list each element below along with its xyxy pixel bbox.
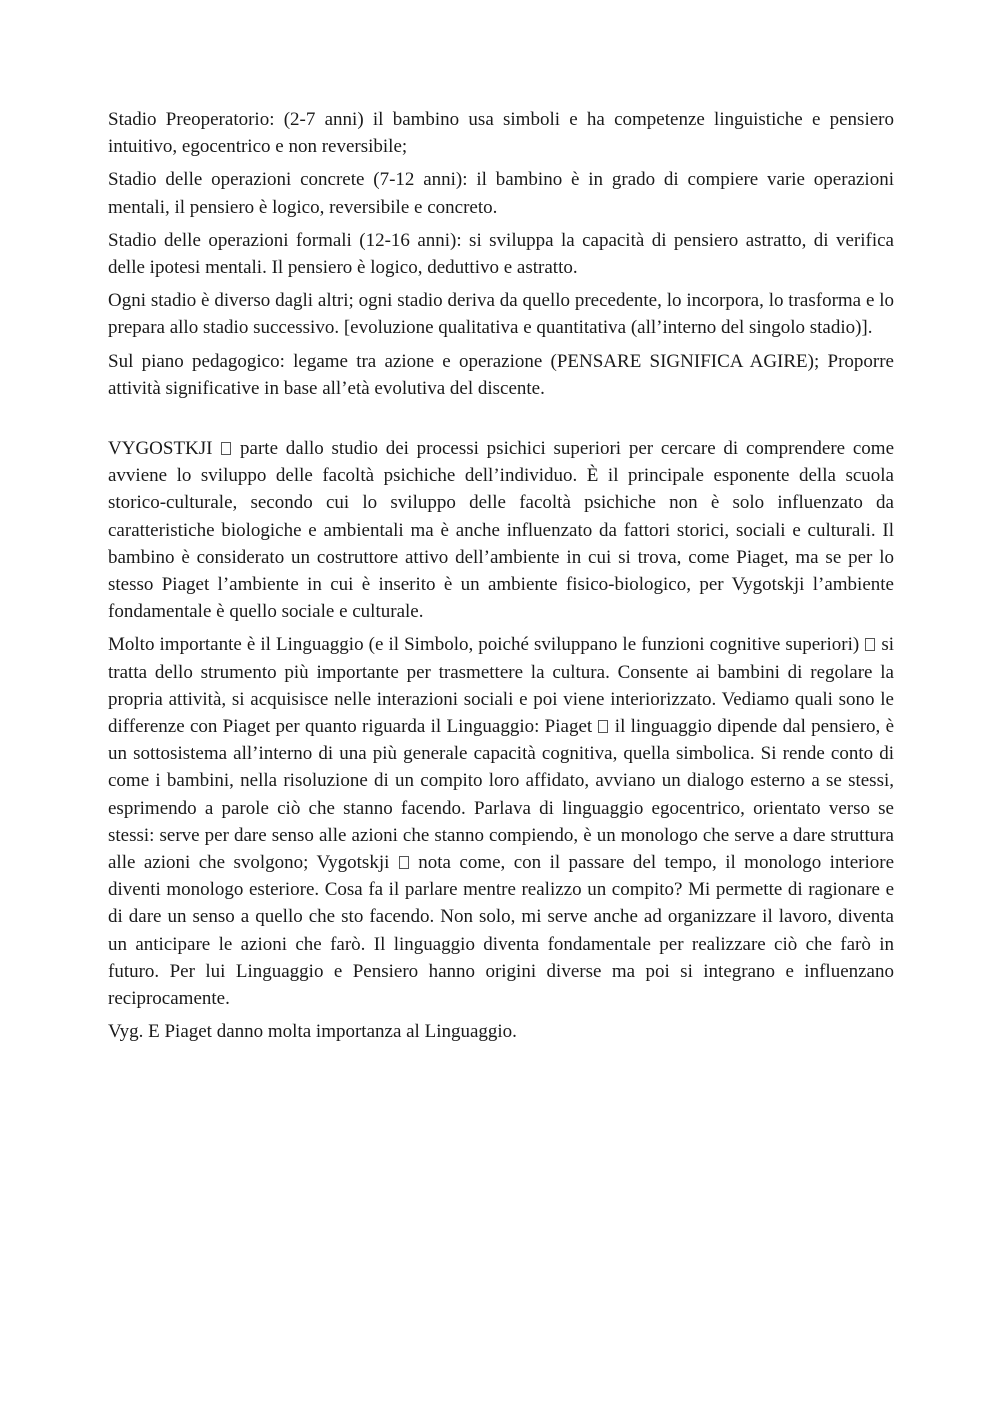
paragraph-ogni-stadio: Ogni stadio è diverso dagli altri; ogni stadio deriva da quello precedente, lo incorpora, lo trasforma e lo prepara allo stadio successivo. [evoluzione qualitativa e quantitativa (all’interno del singolo stadio)].: [108, 290, 894, 339]
arrow-placeholder-icon: [221, 442, 231, 455]
arrow-placeholder-icon: [399, 856, 409, 869]
paragraph-operazioni-concrete: Stadio delle operazioni concrete (7-12 anni): il bambino è in grado di compiere varie operazioni mentali, il pensiero è logico, reversibile e concreto.: [108, 169, 894, 218]
paragraph-piano-pedagogico: Sul piano pedagogico: legame tra azione e operazione (PENSARE SIGNIFICA AGIRE); Proporre attività significative in base all’età evolutiva del discente.: [108, 350, 894, 399]
text-vygotskji-heading: VYGOSTKJI: [108, 438, 213, 460]
paragraph-conclusione: Vyg. E Piaget danno molta importanza al Linguaggio.: [108, 1021, 517, 1043]
text-linguaggio-part-1: Molto importante è il Linguaggio (e il Simbolo, poiché sviluppano le funzioni cognitive superiori): [108, 634, 860, 656]
paragraph-stadio-preoperatorio: Stadio Preoperatorio: (2-7 anni) il bambino usa simboli e ha competenze linguistiche e pensiero intuitivo, egocentrico e non reversibile;: [108, 109, 894, 158]
text-linguaggio-part-3: il linguaggio dipende dal pensiero, è un sottosistema all’interno di una più generale capacità cognitiva, quella simbolica. Si rende conto di come i bambini, nella risoluzione di un compito loro affidato, avviano un dialogo esterno a se stessi, esprimendo a parole ciò che stanno facendo. Parlava di linguaggio egocentrico, orientato verso se stessi: serve per dare senso alle azioni che stanno compiendo, è un monologo che serve a dare struttura alle azioni che svolgono; Vygotskji: [108, 716, 895, 874]
paragraph-operazioni-formali: Stadio delle operazioni formali (12-16 anni): si sviluppa la capacità di pensiero astratto, di verifica delle ipotesi mentali. Il pensiero è logico, deduttivo e astratto.: [108, 229, 894, 279]
document-page: [108, 106, 894, 1052]
arrow-placeholder-icon: [865, 638, 875, 651]
arrow-placeholder-icon: [598, 720, 608, 733]
section-spacer: [108, 408, 894, 435]
text-linguaggio-part-4: nota come, con il passare del tempo, il monologo interiore diventi monologo esteriore. Cosa fa il parlare mentre realizzo un compito? Mi permette di ragionare e di dare un senso a quello che sto facendo. Non solo, mi serve anche ad organizzare il lavoro, diventa un anticipare le azioni che farò. Il linguaggio diventa fondamentale per realizzare ciò che farò in futuro. Per lui Linguaggio e Pensiero hanno origini diverse ma poi si integrano e influenzano reciprocamente.: [108, 852, 895, 1010]
text-linguaggio-part-2: si tratta dello strumento più importante per trasmettere la cultura. Consente ai bambini di regolare la propria attività, si acquisisce nelle interazioni sociali e poi viene interiorizzato. Vediamo quali sono le differenze con Piaget per quanto riguarda il Linguaggio: Piaget: [108, 634, 895, 738]
paragraph-vygotskji-intro: [108, 435, 894, 625]
paragraph-linguaggio: [108, 631, 894, 1012]
text-vygotskji-intro-body: parte dallo studio dei processi psichici superiori per cercare di comprendere come avviene lo sviluppo delle facoltà psichiche dell’individuo. È il principale esponente della scuola storico-culturale, secondo cui lo sviluppo delle facoltà psichiche non è solo influenzato da caratteristiche biologiche e ambientali ma è anche influenzato da fattori storici, sociali e culturali. Il bambino è considerato un costruttore attivo dell’ambiente in cui si trova, come Piaget, ma se per lo stesso Piaget l’ambiente in cui è inserito è un ambiente fisico-biologico, per Vygotskji l’ambiente fondamentale è quello sociale e culturale.: [108, 438, 895, 623]
